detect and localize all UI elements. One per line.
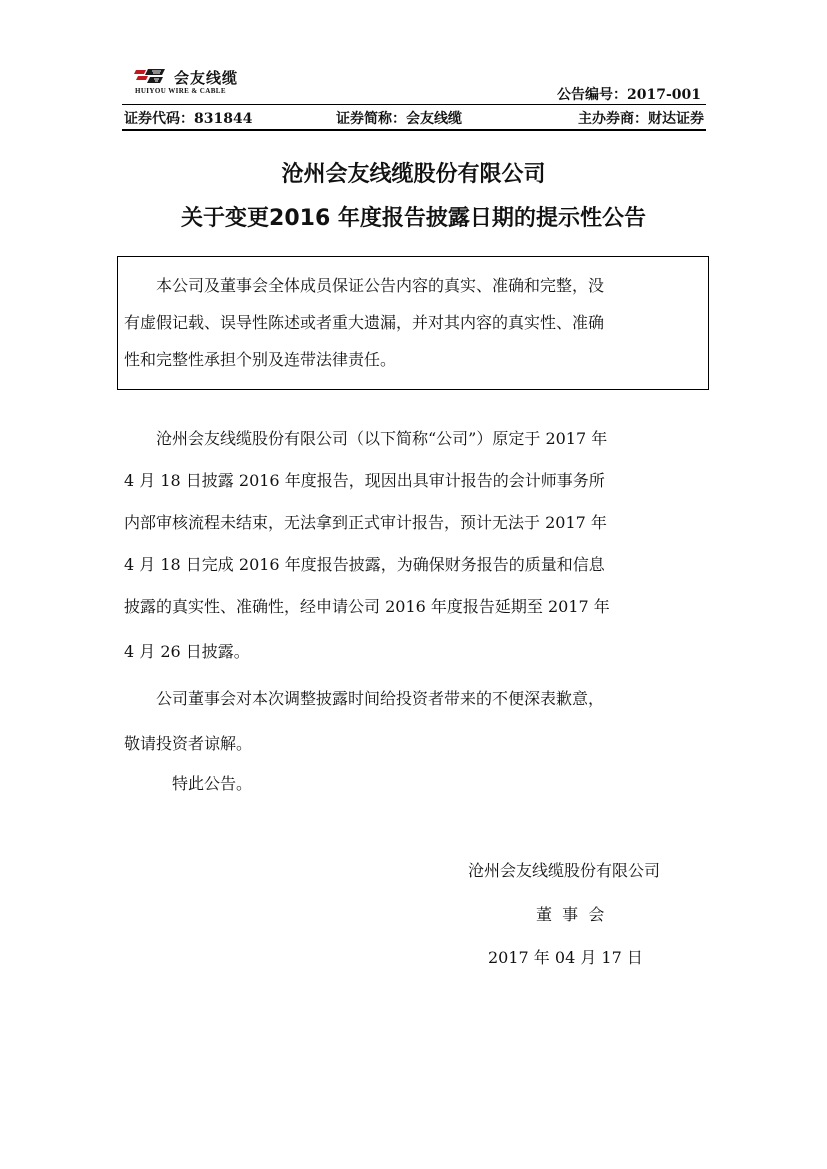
- company-logo: [134, 64, 284, 98]
- securities-info-row: [124, 108, 704, 128]
- header-divider-top: [122, 104, 706, 105]
- logo-chinese-text: 会友线缆: [174, 69, 239, 87]
- announcement-title: 关于变更2016 年度报告披露日期的提示性公告: [181, 206, 646, 231]
- body-line: 沧州会友线缆股份有限公司（以下简称“公司”）原定于 2017 年: [156, 429, 608, 448]
- declaration-box: [117, 256, 709, 390]
- body-line: 披露的真实性、准确性，经申请公司 2016 年度报告延期至 2017 年: [124, 597, 610, 616]
- body-line: 4 月 18 日披露 2016 年度报告，现因出具审计报告的会计师事务所: [124, 471, 605, 490]
- declaration-line: 有虚假记载、误导性陈述或者重大遗漏，并对其内容的真实性、准确: [124, 313, 605, 332]
- company-title: 沧州会友线缆股份有限公司: [281, 162, 546, 187]
- stock-abbreviation: 证券简称：会友线缆: [336, 111, 462, 127]
- body-line: 内部审核流程未结束，无法拿到正式审计报告，预计无法于 2017 年: [124, 513, 607, 532]
- signature-board: 董 事 会: [536, 905, 605, 924]
- logo-mark-icon: [134, 66, 168, 88]
- stock-code: 证券代码：831844: [124, 111, 253, 127]
- body-line: 4 月 26 日披露。: [124, 642, 250, 661]
- declaration-line: 性和完整性承担个别及连带法律责任。: [124, 350, 397, 369]
- closing-line: 特此公告。: [172, 774, 253, 793]
- body-line: 公司董事会对本次调整披露时间给投资者带来的不便深表歉意，: [156, 689, 605, 708]
- notice-number: 公告编号：2017-001: [557, 87, 701, 103]
- declaration-line: 本公司及董事会全体成员保证公告内容的真实、准确和完整，没: [156, 276, 605, 295]
- body-line: 4 月 18 日完成 2016 年度报告披露，为确保财务报告的质量和信息: [124, 555, 605, 574]
- logo-english-text: HUIYOU WIRE & CABLE: [135, 87, 226, 95]
- sponsor-broker: 主办券商：财达证券: [578, 111, 704, 127]
- signature-date: 2017 年 04 月 17 日: [488, 948, 643, 967]
- signature-company: 沧州会友线缆股份有限公司: [468, 861, 661, 880]
- body-line: 敬请投资者谅解。: [124, 734, 253, 753]
- header-divider-bottom: [122, 129, 706, 131]
